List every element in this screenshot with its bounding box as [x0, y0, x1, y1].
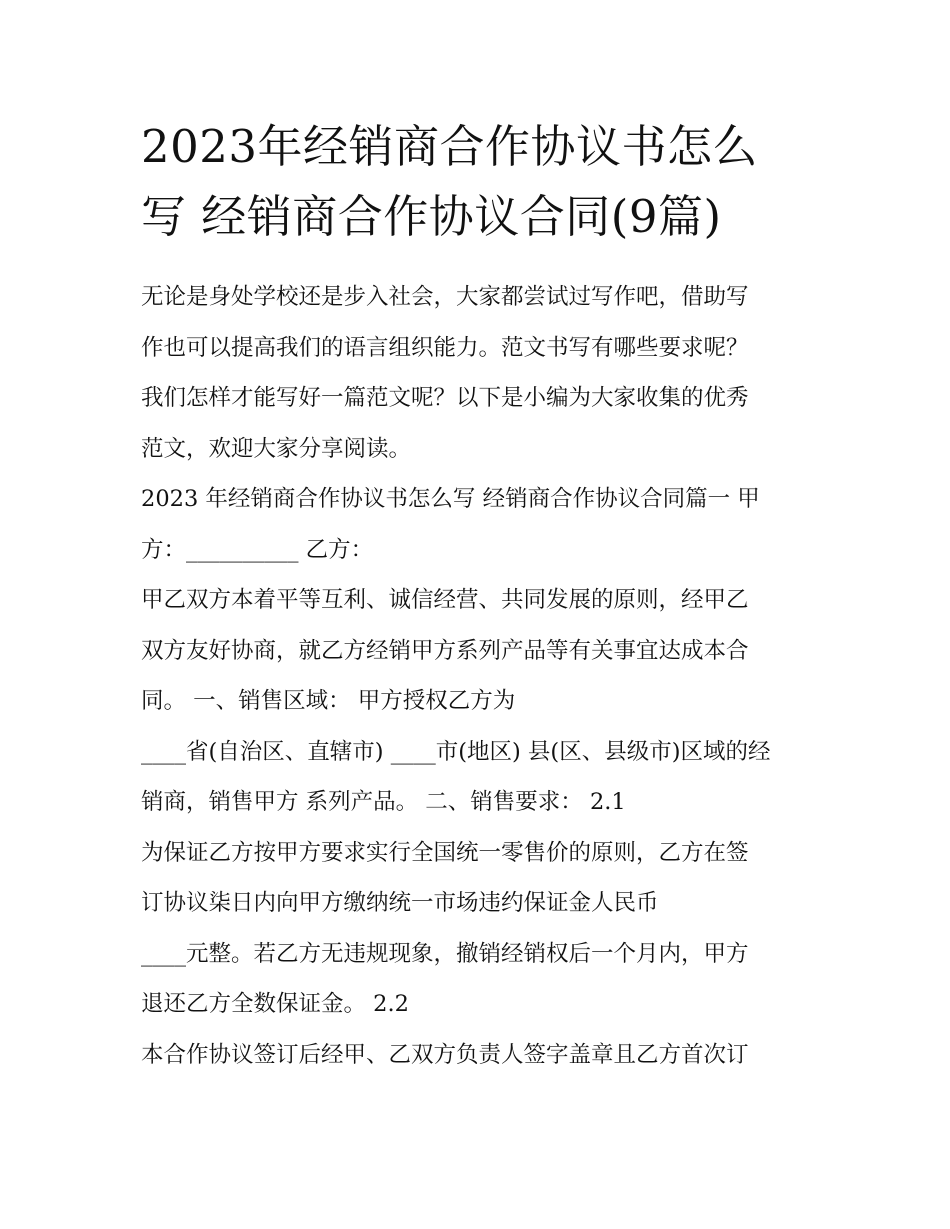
title-line-2: 写 经销商合作协议合同(9篇)	[141, 190, 722, 243]
body-line: 双方友好协商，就乙方经销甲方系列产品等有关事宜达成本合	[141, 637, 749, 664]
body-line: 同。 一、销售区域： 甲方授权乙方为	[141, 688, 516, 714]
body-line: 甲乙双方本着平等互利、诚信经营、共同发展的原则，经甲乙	[141, 587, 749, 613]
body-line: 我们怎样才能写好一篇范文呢？以下是小编为大家收集的优秀	[141, 385, 749, 411]
body-line: 2023 年经销商合作协议书怎么写 经销商合作协议合同篇一 甲	[141, 486, 760, 512]
body-line: 方：__________ 乙方：	[141, 536, 374, 563]
body-line: 本合作协议签订后经甲、乙双方负责人签字盖章且乙方首次订	[141, 1041, 749, 1068]
body-line: 退还乙方全数保证金。 2.2	[141, 991, 409, 1017]
body-line: ____省(自治区、直辖市) ____市(地区) 县(区、县级市)区域的经	[141, 738, 771, 765]
document-page	[141, 112, 821, 1080]
document-title	[141, 112, 821, 252]
body-line: 范文，欢迎大家分享阅读。	[141, 435, 412, 462]
body-line: 为保证乙方按甲方要求实行全国统一零售价的原则，乙方在签	[141, 839, 749, 866]
body-line: ____元整。若乙方无违规现象，撤销经销权后一个月内，甲方	[141, 940, 749, 967]
title-line-1: 2023年经销商合作协议书怎么	[141, 120, 759, 173]
body-line: 作也可以提高我们的语言组织能力。范文书写有哪些要求呢？	[141, 334, 749, 361]
body-line: 订协议柒日内向甲方缴纳统一市场违约保证金人民币	[141, 890, 659, 916]
document-body	[141, 272, 821, 1080]
body-line: 无论是身处学校还是步入社会，大家都尝试过写作吧，借助写	[141, 284, 749, 310]
body-line: 销商，销售甲方 系列产品。 二、销售要求： 2.1	[141, 789, 626, 815]
